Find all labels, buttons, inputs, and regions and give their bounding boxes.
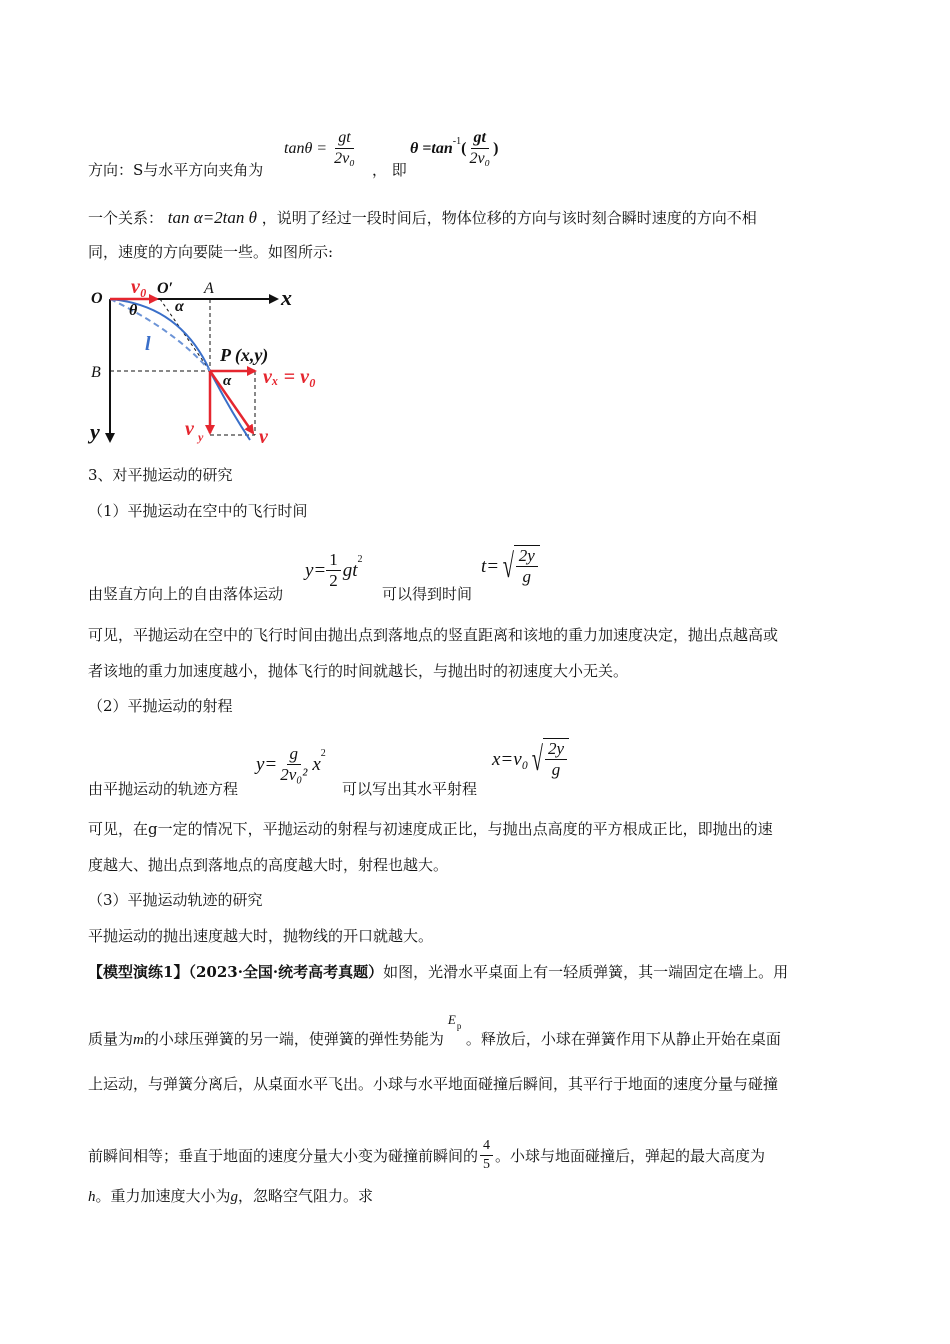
fraction-numerator: 4 — [480, 1137, 493, 1156]
direction-joiner: ， 即 — [372, 161, 407, 179]
relation-lead: 一个关系： — [88, 209, 164, 227]
theta-open-paren: ( — [461, 139, 467, 157]
exercise-text4b: 。小球与地面碰撞后，弹起的最大高度为 — [495, 1146, 766, 1165]
label-O-prime: O′ — [157, 280, 174, 297]
relation-formula: tan α=2tan θ — [167, 208, 257, 227]
trajectory-curve — [110, 299, 250, 440]
sub2-mid: 可以写出其水平射程 — [342, 780, 478, 798]
section3-sub3: （3）平抛运动轨迹的研究 — [88, 891, 263, 909]
theta-formula — [410, 128, 498, 169]
section3-sub2: （2）平抛运动的射程 — [88, 697, 233, 715]
label-vx: vₓ = v₀ — [263, 366, 316, 388]
label-v0: v₀ — [131, 276, 147, 298]
sub1-mid: 可以得到时间 — [382, 585, 473, 603]
exercise-tag: 【模型演练1】 — [88, 963, 189, 981]
exercise-line1 — [88, 962, 788, 982]
exercise-text1: 如图，光滑水平桌面上有一轻质弹簧，其一端固定在墙上。用 — [383, 963, 789, 981]
exercise-line5 — [88, 1186, 373, 1207]
tan-theta-den: 2v₀ — [334, 150, 355, 167]
para1-line1: 可见，平抛运动在空中的飞行时间由抛出点到落地点的竖直距离和该地的重力加速度决定，抛出点越高或 — [88, 626, 779, 644]
label-P: P (x,y) — [220, 345, 269, 365]
label-v: v — [259, 426, 268, 448]
tangent-line — [160, 299, 210, 371]
ep-letter: E — [447, 1012, 456, 1027]
range-sqrt — [528, 738, 569, 782]
trajectory-exp: 2 — [320, 748, 326, 759]
relation-line2: 同，速度的方向要陡一些。如图所示: — [88, 243, 334, 261]
sqrt-sign-icon: √ — [532, 741, 544, 778]
section3-heading: 3、对平抛运动的研究 — [88, 466, 233, 484]
para2-line1: 可见，在g一定的情况下，平抛运动的射程与初速度成正比，与抛出点高度的平方根成正比，即抛出的速 — [88, 820, 773, 838]
label-vy: v — [185, 418, 194, 440]
theta-den: 2v₀ — [469, 150, 491, 167]
mass-symbol: m — [133, 1032, 144, 1048]
theta-lhs: θ =tan — [410, 139, 453, 157]
displacement-line — [110, 299, 210, 371]
exercise-text2a: 质量为 — [88, 1030, 134, 1048]
tan-theta-num: gt — [335, 128, 353, 149]
free-fall-num: 1 — [326, 550, 341, 571]
label-l: l — [145, 333, 151, 355]
fraction-denominator: 5 — [483, 1157, 491, 1172]
exercise-source: （2023·全国·统考高考真题） — [188, 963, 384, 981]
trajectory-num: g — [287, 744, 302, 765]
free-fall-lhs: y= — [305, 559, 327, 581]
label-alpha-top: α — [175, 298, 184, 315]
sub2-lead: 由平抛运动的轨迹方程 — [88, 780, 239, 798]
projectile-figure — [85, 275, 345, 450]
exercise-line4 — [88, 1137, 765, 1174]
tan-theta-fraction — [331, 128, 358, 169]
theta-close-paren: ) — [493, 139, 499, 157]
para1-line2: 者该地的重力加速度越小，抛体飞行的时间就越长，与抛出时的初速度大小无关。 — [88, 662, 629, 680]
free-fall-formula — [305, 550, 363, 591]
free-fall-rhs: gt — [342, 559, 358, 581]
height-symbol: h — [88, 1189, 96, 1205]
exercise-text2b: 的小球压弹簧的另一端，使弹簧的弹性势能为 — [143, 1030, 444, 1048]
time-fraction — [514, 545, 540, 589]
trajectory-lhs: y= — [256, 753, 278, 775]
range-den: g — [551, 760, 561, 779]
range-num: 2y — [545, 739, 567, 760]
time-formula — [481, 545, 540, 589]
trajectory-rhs: x — [312, 753, 321, 775]
free-fall-exp: 2 — [357, 554, 363, 565]
label-theta: θ — [129, 302, 138, 319]
para3: 平抛运动的抛出速度越大时，抛物线的开口就越大。 — [88, 927, 434, 945]
trajectory-den: 2v₀² — [280, 765, 308, 784]
time-lhs: t= — [481, 556, 500, 577]
trajectory-formula — [256, 744, 326, 785]
theta-fraction — [466, 128, 493, 169]
label-O: O — [91, 290, 103, 307]
tan-theta-lhs: tanθ = — [284, 139, 328, 157]
free-fall-fraction — [326, 550, 341, 591]
time-num: 2y — [516, 546, 538, 567]
relation-tail: ，说明了经过一段时间后，物体位移的方向与该时刻合瞬时速度的方向不相 — [261, 209, 757, 227]
free-fall-den: 2 — [329, 571, 338, 590]
gravity-symbol: g — [230, 1189, 239, 1205]
range-lhs: x=v₀ — [492, 749, 529, 770]
label-x: x — [281, 285, 292, 310]
direction-lead: 方向：S与水平方向夹角为 — [88, 161, 264, 179]
label-B: B — [91, 364, 101, 381]
sub1-lead: 由竖直方向上的自由落体运动 — [88, 585, 284, 603]
exercise-text2c: 。释放后，小球在弹簧作用下从静止开始在桌面 — [465, 1030, 781, 1048]
label-y: y — [90, 419, 100, 444]
sqrt-sign-icon: √ — [502, 548, 515, 585]
v-arrow — [210, 371, 253, 433]
exercise-text5b: ，忽略空气阻力。求 — [238, 1187, 374, 1205]
ep-symbol — [444, 1012, 466, 1044]
label-A: A — [204, 280, 214, 297]
theta-num: gt — [471, 128, 489, 149]
time-sqrt — [499, 545, 540, 589]
exercise-line2 — [88, 1012, 781, 1050]
label-vy-sub: y — [198, 430, 204, 444]
exercise-text5a: 。重力加速度大小为 — [95, 1187, 231, 1205]
tan-theta-formula — [284, 128, 358, 169]
ep-subscript: p — [456, 1021, 462, 1031]
relation-line1 — [88, 208, 757, 228]
para2-line2: 度越大、抛出点到落地点的高度越大时，射程也越大。 — [88, 856, 449, 874]
label-alpha-p: α — [223, 373, 232, 389]
four-fifths-fraction — [480, 1137, 493, 1174]
theta-exp: -1 — [452, 136, 462, 147]
range-fraction — [543, 738, 569, 782]
time-den: g — [522, 567, 532, 586]
exercise-line3: 上运动，与弹簧分离后，从桌面水平飞出。小球与水平地面碰撞后瞬间，其平行于地面的速度分量与碰撞 — [88, 1075, 779, 1093]
exercise-text4a: 前瞬间相等；垂直于地面的速度分量大小变为碰撞前瞬间的 — [88, 1146, 479, 1165]
trajectory-fraction — [277, 744, 310, 785]
section3-sub1: （1）平抛运动在空中的飞行时间 — [88, 502, 308, 520]
range-formula — [492, 738, 569, 782]
